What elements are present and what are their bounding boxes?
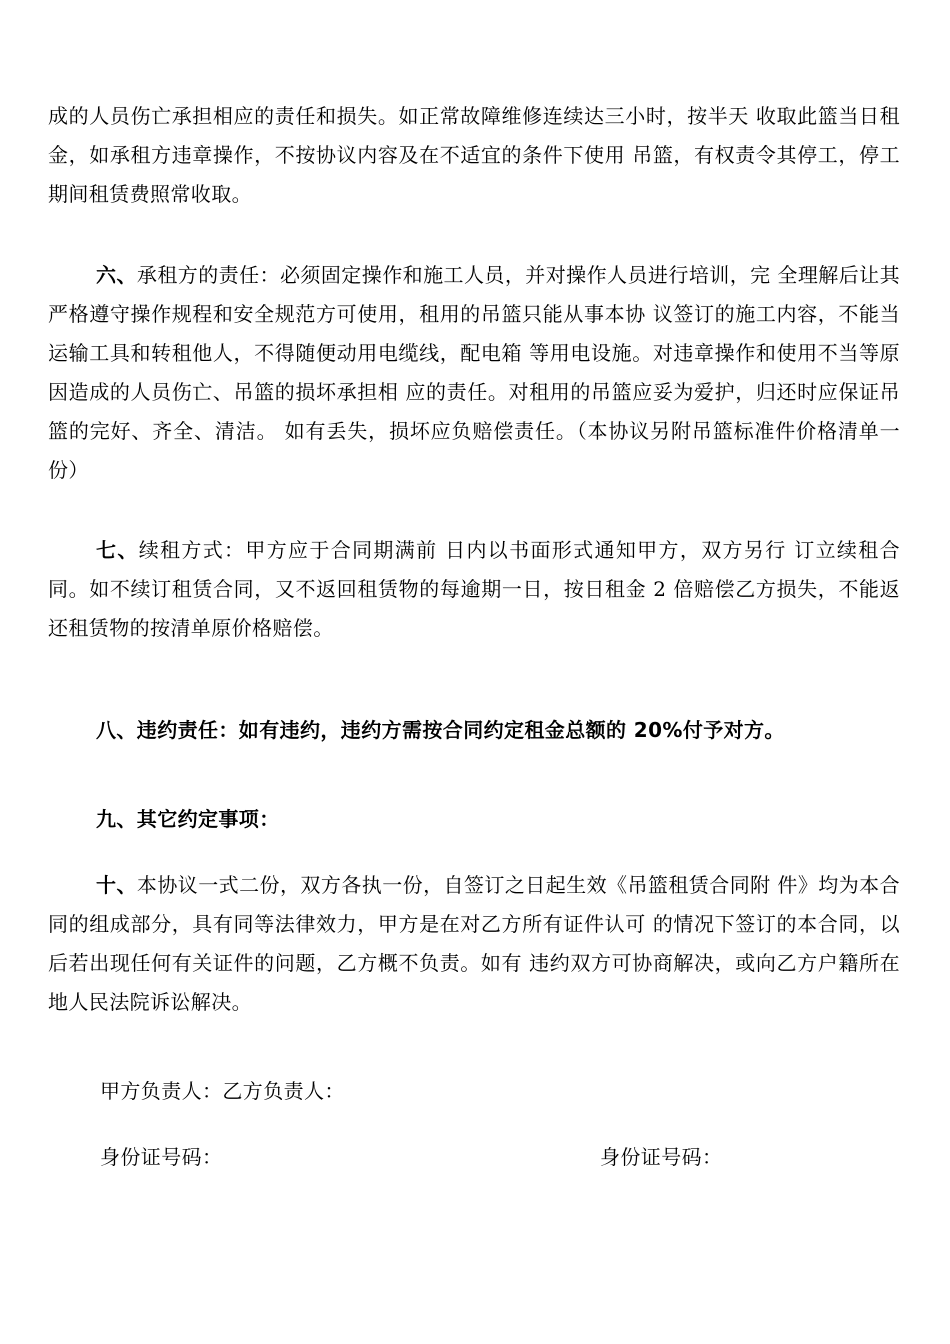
paragraph-9-other-terms: 九、其它约定事项： xyxy=(96,807,280,831)
clause-text-10: 本协议一式二份，双方各执一份，自签订之日起生效《吊篮租赁合同附 件》均为本合同的组成部分，具有同等法律效力，甲方是在对乙方所有证件认可 的情况下签订的本合同，以后若出现任何有关证件的问题，乙方概不负责。如有 违约双方可协商解决，或向乙方户籍所在地人民法院诉讼解决。 xyxy=(48,873,900,1014)
clause-number-10: 十、 xyxy=(96,873,137,897)
id-number-left: 身份证号码： xyxy=(100,1145,223,1169)
paragraph-10 xyxy=(48,866,900,1022)
signature-parties: 甲方负责人：乙方负责人： xyxy=(100,1079,345,1103)
clause-text-6: 承租方的责任：必须固定操作和施工人员，并对操作人员进行培训，完 全理解后让其严格遵守操作规程和安全规范方可使用，租用的吊篮只能从事本协 议签订的施工内容，不能当运输工具和转租他人，不得随便动用电缆线，配电箱 等用电设施。对违章操作和使用不当等原因造成的人员伤亡、吊篮的损坏承担相 应的责任。对租用的吊篮应妥为爱护，归还时应保证吊篮的完好、齐全、清洁。 如有丢失，损坏应负赔偿责任。（本协议另附吊篮标准件价格清单一份） xyxy=(48,263,900,482)
clause-text-7: 续租方式：甲方应于合同期满前 日内以书面形式通知甲方，双方另行 订立续租合同。如不续订租赁合同，又不返回租赁物的每逾期一日，按日租金 2 倍赔偿乙方损失，不能返还租赁物的按清单原价格赔偿。 xyxy=(48,538,900,640)
paragraph-5-continuation: 成的人员伤亡承担相应的责任和损失。如正常故障维修连续达三小时，按半天 收取此篮当日租金，如承租方违章操作，不按协议内容及在不适宜的条件下使用 吊篮，有权责令其停工，停工期间租赁费照常收取。 xyxy=(48,104,900,206)
id-number-right: 身份证号码： xyxy=(600,1145,723,1169)
clause-number-6: 六、 xyxy=(96,263,137,287)
paragraph-7 xyxy=(48,531,900,648)
clause-number-7: 七、 xyxy=(96,538,139,562)
paragraph-6 xyxy=(48,256,900,490)
paragraph-8-breach: 八、违约责任：如有违约，违约方需按合同约定租金总额的 20%付予对方。 xyxy=(96,718,785,742)
